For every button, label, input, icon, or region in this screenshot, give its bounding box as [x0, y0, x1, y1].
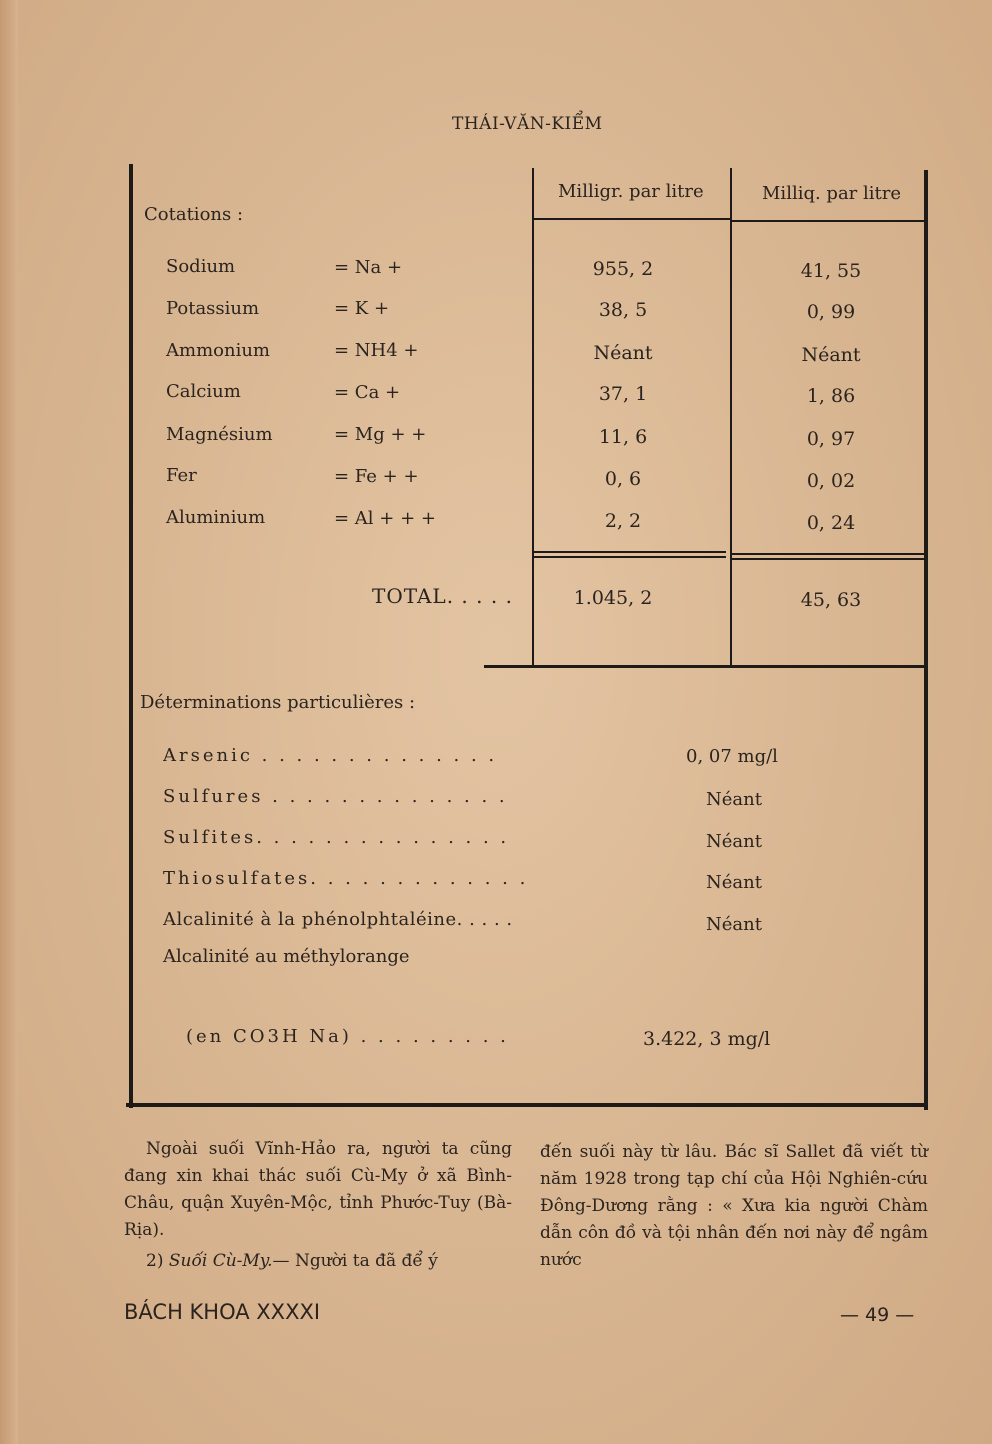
row-name: Potassium [166, 298, 260, 319]
determinations-title: Déterminations particulières : [140, 692, 416, 713]
right-column-text [540, 1139, 928, 1274]
row-mg: 955, 2 [592, 258, 654, 280]
item-label: Sulfites. . . . . . . . . . . . . . . [163, 827, 510, 848]
section-text: Người ta đã để ý [294, 1251, 438, 1271]
co3h-value: 3.422, 3 mg/l [643, 1028, 771, 1050]
col2-header: Milliq. par litre [762, 183, 902, 204]
row-meq: 1, 86 [806, 385, 856, 407]
total-rule-2a [732, 553, 926, 555]
row-mg: 11, 6 [598, 426, 648, 448]
row-formula: = K + [334, 298, 390, 319]
total-rule-1a [534, 551, 726, 553]
row-meq: 0, 02 [806, 470, 856, 492]
left-paragraph-1: Ngoài suối Vĩnh-Hảo ra, người ta cũng đang xin khai thác suối Cù-My ở xã Bình-Châu, quận Xuyên-Mộc, tỉnh Phước-Tuy (Bà-Rịa). [124, 1139, 512, 1240]
item-value: Néant [706, 872, 762, 893]
row-name: Calcium [166, 381, 241, 402]
page-header: THÁI-VĂN-KIỂM [452, 114, 603, 134]
header-underline-2 [732, 220, 926, 222]
row-name: Ammonium [166, 340, 270, 361]
item-value: Néant [706, 789, 762, 810]
page-edge [0, 0, 18, 1444]
row-mg: Néant [593, 342, 653, 364]
row-meq: 0, 24 [806, 512, 856, 534]
row-name: Fer [166, 465, 197, 486]
row-meq: 0, 99 [806, 301, 856, 323]
row-formula: = Mg + + [334, 424, 427, 445]
item-label: Thiosulfates. . . . . . . . . . . . . [163, 868, 529, 889]
table-bottom-rule [126, 1103, 928, 1107]
section-number: 2) [146, 1251, 164, 1271]
footer-page-number: — 49 — [840, 1304, 915, 1326]
row-meq: Néant [801, 344, 861, 366]
col1-header: Milligr. par litre [558, 181, 704, 202]
row-formula: = NH4 + [334, 340, 419, 361]
item-value: 0, 07 mg/l [686, 746, 778, 767]
section-title: Suối Cù-My.— [168, 1251, 290, 1271]
header-underline-1 [534, 218, 730, 220]
item-value: Néant [706, 831, 762, 852]
co3h-label: (en CO3H Na) . . . . . . . . . [186, 1026, 509, 1047]
row-name: Aluminium [166, 507, 266, 528]
item-label: Sulfures . . . . . . . . . . . . . . [163, 786, 508, 807]
row-mg: 38, 5 [598, 299, 648, 321]
row-formula: = Al + + + [334, 508, 436, 529]
col2-divider [730, 168, 732, 668]
item-label: Alcalinité à la phénolphtaléine. . . . . [163, 909, 513, 930]
row-name: Magnésium [166, 424, 273, 445]
total-rule-2b [732, 558, 926, 560]
row-formula: = Na + [334, 257, 403, 278]
row-meq: 0, 97 [806, 428, 856, 450]
table-section-rule [484, 665, 924, 668]
left-column-text [124, 1136, 512, 1275]
row-name: Sodium [166, 256, 236, 277]
row-mg: 37, 1 [598, 383, 648, 405]
right-paragraph-1: đến suối này từ lâu. Bác sĩ Sallet đã viết từ năm 1928 trong tạp chí của Hội Nghiên-cứu Đông-Dương rằng : « Xưa kia người Chàm dẫn côn đồ và tội nhân đến nơi này để ngâm nước [540, 1142, 928, 1270]
total-rule-1b [534, 556, 726, 558]
methyl-label: Alcalinité au méthylorange [163, 946, 410, 967]
left-paragraph-2 [124, 1248, 512, 1275]
row-meq: 41, 55 [800, 260, 862, 282]
row-formula: = Ca + [334, 382, 401, 403]
row-formula: = Fe + + [334, 466, 419, 487]
item-label: Arsenic . . . . . . . . . . . . . . [163, 745, 498, 766]
table-left-border [129, 164, 133, 1108]
footer-journal: BÁCH KHOA XXXXI [124, 1300, 321, 1324]
row-mg: 2, 2 [604, 510, 642, 532]
cations-label: Cotations : [144, 204, 244, 225]
total-label: TOTAL. . . . . [372, 584, 513, 608]
item-value: Néant [706, 914, 762, 935]
total-mg: 1.045, 2 [573, 587, 653, 609]
total-meq: 45, 63 [800, 589, 862, 611]
row-mg: 0, 6 [604, 468, 642, 490]
